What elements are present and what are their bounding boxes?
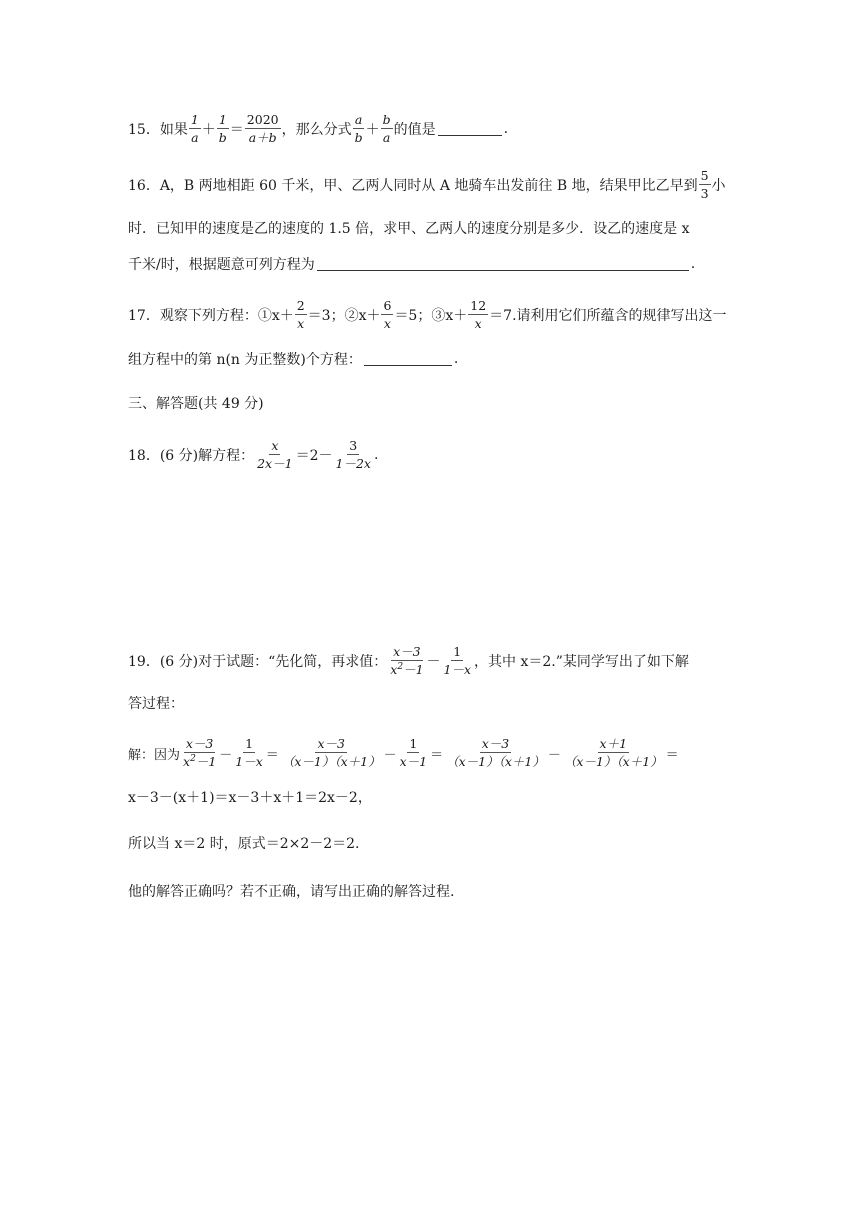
- q15-prefix: 15．如果: [128, 122, 188, 138]
- q19-text-2: 答过程：: [128, 696, 184, 712]
- q19-text-4: x－3－(x＋1)＝x－3＋x＋1＝2x－2，: [128, 790, 372, 806]
- q17-text-2: 组方程中的第 n(n 为正整数)个方程：: [128, 352, 362, 368]
- q19-sol-fraction-3: $\frac{x-3}{(x-1)(x+1)}$: [281, 735, 381, 769]
- question-19-line-4: [128, 780, 372, 814]
- question-19-line-2: [128, 686, 184, 720]
- q19-text-6: 他的解答正确吗？若不正确，请写出正确的解答过程.: [128, 884, 455, 900]
- q15-fraction-3: $\frac{2020}{a+b}$: [246, 111, 279, 145]
- q15-answer-blank[interactable]: [438, 123, 502, 136]
- q16-text-1: 16．A，B 两地相距 60 千米，甲、乙两人同时从 A 地骑车出发前往 B 地，结果甲比乙早到: [128, 178, 698, 194]
- question-16-line-3: 千米/时，根据题意可列方程为 .: [128, 256, 696, 273]
- q17-fraction-3: $\frac{12}{x}$: [470, 297, 487, 331]
- question-16-line-2: [128, 211, 690, 245]
- q19-solution-prefix: 解：因为: [128, 747, 181, 763]
- q19-sol-fraction-2: $\frac{1}{1-x}$: [235, 735, 263, 769]
- q18-prefix: 18．(6 分)解方程：: [128, 448, 255, 464]
- q16-text-2: 时．已知甲的速度是乙的速度的 1.5 倍，求甲、乙两人的速度分别是多少．设乙的速度是 x: [128, 221, 690, 237]
- q17-fraction-2: $\frac{6}{x}$: [383, 297, 392, 331]
- question-17-line-2: 组方程中的第 n(n 为正整数)个方程： .: [128, 351, 459, 368]
- q15-fraction-5: $\frac{b}{a}$: [382, 111, 391, 145]
- question-16-line-1: 16．A，B 两地相距 60 千米，甲、乙两人同时从 A 地骑车出发前往 B 地，结果甲比乙早到 $\frac{5}{3}$ 小: [128, 167, 726, 201]
- question-19-solution-line: 解：因为 $\frac{x-3}{x^2-1}$ － $\frac{1}{1-x}$ ＝ $\frac{x-3}{(x-1)(x+1)}$ － $\frac{1}{x-1}$ ＝ $\frac{x-3}{(x-1)(x+1)}$ － $\frac{x+1}{(x-1)(x+1)}$ ＝: [128, 735, 679, 769]
- q19-sol-fraction-4: $\frac{1}{x-1}$: [399, 735, 428, 769]
- question-19-line-1: 19．(6 分)对于试题：“先化简，再求值： $\frac{x-3}{x^2-1}$ － $\frac{1}{1-x}$ ，其中 x＝2.”某同学写出了如下解: [128, 643, 689, 677]
- q15-fraction-1: $\frac{1}{a}$: [190, 111, 199, 145]
- q17-fraction-1: $\frac{2}{x}$: [296, 297, 305, 331]
- q16-fraction: $\frac{5}{3}$: [700, 167, 709, 201]
- q19-prefix: 19．(6 分)对于试题：“先化简，再求值：: [128, 654, 388, 670]
- question-15: 15．如果 $\frac{1}{a}$ ＋ $\frac{1}{b}$ ＝ $\frac{2020}{a+b}$ ，那么分式 $\frac{a}{b}$ ＋ $\frac{b}{a}$ 的值是 .: [128, 111, 509, 145]
- q19-fraction-1: $\frac{x-3}{x^2-1}$: [390, 643, 424, 677]
- q16-text-3: 千米/时，根据题意可列方程为: [128, 257, 315, 273]
- q15-fraction-4: $\frac{a}{b}$: [354, 111, 363, 145]
- question-19-line-5: [128, 826, 360, 860]
- q18-fraction-1: $\frac{x}{2x-1}$: [257, 437, 293, 471]
- q19-sol-fraction-6: $\frac{x+1}{(x-1)(x+1)}$: [563, 735, 663, 769]
- question-19-line-6: [128, 874, 454, 908]
- q19-sol-fraction-1: $\frac{x-3}{x^2-1}$: [183, 735, 217, 769]
- q19-sol-fraction-5: $\frac{x-3}{(x-1)(x+1)}$: [446, 735, 545, 769]
- q17-answer-blank[interactable]: [364, 353, 452, 366]
- q16-answer-blank[interactable]: [317, 258, 689, 271]
- question-18: 18．(6 分)解方程： $\frac{x}{2x-1}$ ＝2－ $\frac{3}{1-2x}$ .: [128, 437, 379, 471]
- q17-prefix: 17．观察下列方程：①x＋: [128, 308, 294, 324]
- q19-text-5: 所以当 x＝2 时，原式＝2×2－2＝2.: [128, 836, 360, 852]
- q18-fraction-2: $\frac{3}{1-2x}$: [335, 437, 371, 471]
- q15-fraction-2: $\frac{1}{b}$: [218, 111, 227, 145]
- section-3-title: 三、解答题(共 49 分): [128, 396, 264, 412]
- question-17-line-1: 17．观察下列方程：①x＋ $\frac{2}{x}$ ＝3；②x＋ $\frac{6}{x}$ ＝5；③x＋ $\frac{12}{x}$ ＝7.请利用它们所蕴含的规律写出这一: [128, 297, 727, 331]
- q19-fraction-2: $\frac{1}{1-x}$: [443, 643, 472, 677]
- section-heading: [128, 386, 264, 420]
